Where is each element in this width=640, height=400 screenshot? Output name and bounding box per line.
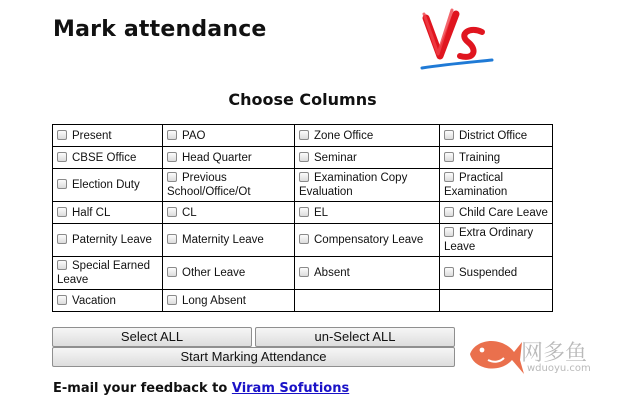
column-checkbox[interactable]	[167, 207, 177, 217]
column-cell	[163, 147, 295, 169]
column-label: Training	[459, 151, 501, 164]
column-checkbox[interactable]	[444, 227, 454, 237]
column-checkbox[interactable]	[167, 172, 177, 182]
feedback-line	[53, 381, 349, 396]
unselect-all-button[interactable]: un-Select ALL	[255, 327, 455, 347]
column-checkbox[interactable]	[299, 172, 309, 182]
feedback-prefix: E-mail your feedback to	[53, 381, 228, 396]
column-label: Compensatory Leave	[314, 234, 424, 246]
column-label: Extra Ordinary Leave	[444, 227, 534, 253]
column-label: Vacation	[72, 294, 116, 307]
column-checkbox[interactable]	[444, 207, 454, 217]
column-label: Half CL	[72, 206, 111, 219]
column-cell	[163, 290, 295, 312]
column-checkbox[interactable]	[57, 152, 67, 162]
watermark-en: wduoyu.com	[527, 363, 591, 374]
column-cell	[440, 257, 553, 290]
column-cell	[440, 125, 553, 147]
columns-row	[53, 169, 553, 202]
column-checkbox[interactable]	[167, 234, 177, 244]
column-cell	[163, 125, 295, 147]
column-cell	[295, 169, 440, 202]
column-checkbox[interactable]	[299, 207, 309, 217]
column-label: PAO	[182, 129, 206, 142]
feedback-link[interactable]: Viram Sofutions	[231, 381, 350, 396]
column-cell	[163, 169, 295, 202]
column-label: Previous School/Office/Ot	[167, 172, 251, 198]
column-cell	[53, 257, 163, 290]
column-cell	[295, 147, 440, 169]
column-cell	[440, 202, 553, 224]
column-label: Special Earned Leave	[57, 260, 150, 286]
column-cell	[53, 224, 163, 257]
select-all-button[interactable]: Select ALL	[52, 327, 252, 347]
column-cell	[295, 257, 440, 290]
columns-row	[53, 224, 553, 257]
column-checkbox[interactable]	[444, 267, 454, 277]
column-label: Election Duty	[72, 179, 140, 191]
column-checkbox[interactable]	[57, 130, 67, 140]
page-title: Mark attendance	[53, 17, 267, 42]
column-cell	[440, 224, 553, 257]
column-label: District Office	[459, 129, 528, 142]
column-label: CBSE Office	[72, 151, 137, 164]
columns-row	[53, 257, 553, 290]
column-label: Absent	[314, 267, 350, 279]
column-cell	[163, 224, 295, 257]
start-marking-button[interactable]: Start Marking Attendance	[52, 347, 455, 367]
column-checkbox[interactable]	[299, 234, 309, 244]
choose-columns-heading: Choose Columns	[228, 90, 377, 109]
column-checkbox[interactable]	[444, 152, 454, 162]
watermark-cn: 网多鱼	[521, 341, 588, 366]
columns-row	[53, 290, 553, 312]
column-cell	[295, 125, 440, 147]
column-checkbox[interactable]	[299, 267, 309, 277]
column-cell	[53, 169, 163, 202]
column-cell	[53, 202, 163, 224]
column-label: Zone Office	[314, 129, 374, 142]
column-label: Suspended	[459, 267, 518, 279]
columns-row	[53, 147, 553, 169]
column-checkbox[interactable]	[299, 130, 309, 140]
column-checkbox[interactable]	[57, 295, 67, 305]
column-label: CL	[182, 206, 197, 219]
column-label: EL	[314, 206, 329, 219]
column-cell	[163, 202, 295, 224]
column-cell	[53, 125, 163, 147]
column-label: Paternity Leave	[72, 234, 152, 246]
columns-row	[53, 202, 553, 224]
column-checkbox[interactable]	[167, 130, 177, 140]
column-cell	[440, 290, 553, 312]
column-label: Head Quarter	[182, 151, 252, 164]
column-checkbox[interactable]	[167, 295, 177, 305]
column-checkbox[interactable]	[57, 260, 67, 270]
column-checkbox[interactable]	[299, 152, 309, 162]
columns-row	[53, 125, 553, 147]
column-cell	[440, 169, 553, 202]
column-checkbox[interactable]	[444, 172, 454, 182]
column-cell	[53, 290, 163, 312]
column-cell	[295, 224, 440, 257]
column-checkbox[interactable]	[444, 130, 454, 140]
column-cell	[295, 202, 440, 224]
column-cell	[163, 257, 295, 290]
column-label: Present	[72, 129, 112, 142]
column-label: Child Care Leave	[459, 206, 548, 219]
column-cell	[53, 147, 163, 169]
column-checkbox[interactable]	[57, 234, 67, 244]
column-label: Long Absent	[182, 294, 246, 307]
column-checkbox[interactable]	[167, 152, 177, 162]
column-checkbox[interactable]	[57, 179, 67, 189]
column-checkbox[interactable]	[167, 267, 177, 277]
viram-logo	[418, 4, 498, 72]
column-label: Examination Copy Evaluation	[299, 172, 408, 198]
columns-table	[52, 124, 553, 312]
column-cell	[440, 147, 553, 169]
column-checkbox[interactable]	[57, 207, 67, 217]
column-label: Practical Examination	[444, 172, 508, 198]
column-label: Maternity Leave	[182, 234, 264, 246]
column-label: Seminar	[314, 151, 357, 164]
column-cell	[295, 290, 440, 312]
column-label: Other Leave	[182, 267, 246, 279]
